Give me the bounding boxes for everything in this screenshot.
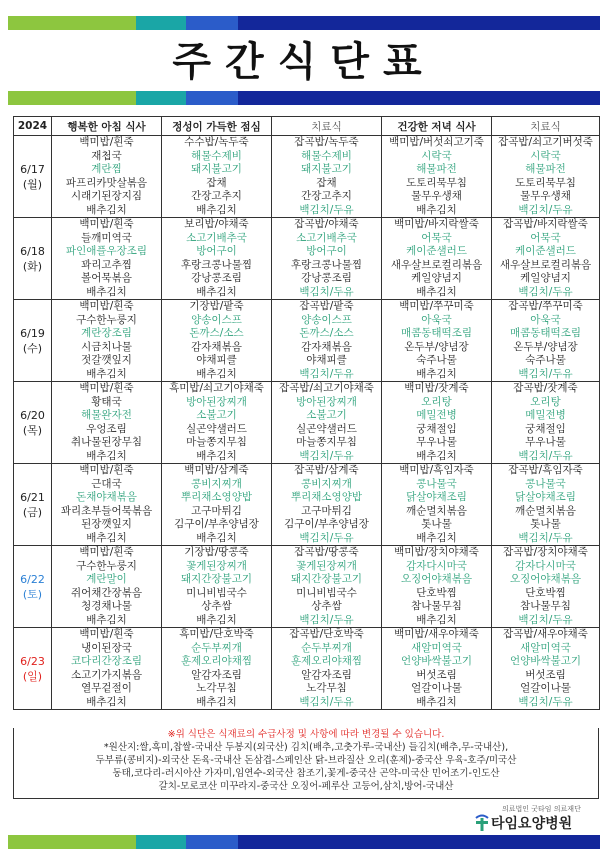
day-row — [14, 382, 600, 464]
menu-item: 배추김치 — [86, 285, 127, 298]
menu-item: 매콤동태떡조림 — [509, 327, 581, 339]
menu-item: 배추김치 — [86, 449, 127, 462]
menu-item: 간장고추지 — [301, 190, 352, 202]
menu-item: 잡곡밥/잣계죽 — [513, 382, 578, 394]
origin-line-3: 동태,코다리-러시아산 가자미,임연수-외국산 참조기,꽃게-중국산 곤약-미국산 민어조기-인도산 — [112, 768, 500, 779]
menu-item: 백미밥/새우야채죽 — [394, 628, 479, 640]
lunch-diet-cell — [272, 464, 382, 546]
menu-item: 훈제오리야채찜 — [180, 655, 252, 667]
hospital-logo — [474, 804, 604, 834]
dinner-diet-cell — [492, 628, 600, 710]
origin-line-4: 갈치-모로코산 미꾸라지-중국산 오징어-페루산 고등어,삼치,방어-국내산 — [158, 781, 454, 792]
menu-item: 수수밥/녹두죽 — [184, 136, 249, 148]
menu-item: 콩비지찌개 — [191, 477, 242, 490]
menu-item: 해물파전 — [416, 163, 457, 175]
menu-item: 백김치/두유 — [518, 367, 573, 380]
menu-item: 백미밥/장치야채죽 — [394, 546, 479, 558]
menu-item: 단호박찜 — [525, 586, 566, 599]
menu-item: 백미밥/흑임자죽 — [399, 464, 474, 476]
menu-item: 백김치/두유 — [299, 285, 354, 298]
change-warning: ※위 식단은 식재료의 수급사정 및 사항에 따라 변경될 수 있습니다. — [167, 729, 445, 740]
menu-item: 김구이/부추양념장 — [174, 518, 259, 530]
menu-item: 돼지간장불고기 — [290, 573, 362, 585]
menu-item: 오징어야채볶음 — [400, 573, 472, 585]
breakfast-cell — [52, 382, 162, 464]
menu-item: 배추김치 — [196, 203, 237, 216]
menu-item: 마늘쫑지무침 — [186, 436, 247, 448]
menu-item: 꽃게된장찌개 — [186, 559, 247, 572]
menu-item: 얼갈이나물 — [520, 682, 571, 694]
breakfast-header: 행복한 아침 식사 — [52, 117, 162, 136]
dinner-diet-cell — [492, 464, 600, 546]
menu-item: 백미밥/흰죽 — [79, 464, 134, 476]
menu-item: 후랑크콩나물찜 — [180, 258, 252, 271]
menu-item: 우엉조림 — [86, 422, 127, 435]
day-cell — [14, 300, 52, 382]
menu-item: 도토리묵무침 — [515, 176, 576, 189]
menu-item: 백미밥/바지락쌀죽 — [394, 218, 479, 230]
day-cell — [14, 136, 52, 218]
menu-item: 흑미밥/단호박죽 — [179, 628, 254, 640]
day-row — [14, 546, 600, 628]
menu-item: 어묵국 — [530, 231, 561, 244]
menu-item: 잡채 — [206, 176, 227, 189]
lunch-cell — [162, 628, 272, 710]
lunch-cell — [162, 136, 272, 218]
menu-item: 고구마튀김 — [191, 504, 242, 517]
menu-item: 잡곡밥/쇠고기야채죽 — [279, 382, 374, 394]
menu-item: 감자채볶음 — [301, 340, 352, 353]
dinner-cell — [382, 218, 492, 300]
dinner-diet-cell — [492, 136, 600, 218]
menu-item: 배추김치 — [196, 449, 237, 462]
menu-item: 구수한누룽지 — [76, 559, 137, 572]
menu-item: 새알미역국 — [520, 641, 571, 654]
day-date: 6/22 — [20, 572, 45, 586]
breakfast-cell — [52, 218, 162, 300]
dinner-cell — [382, 546, 492, 628]
menu-item: 배추김치 — [86, 367, 127, 380]
menu-item: 잡곡밥/팥죽 — [299, 300, 354, 312]
day-of-week: (토) — [22, 587, 43, 601]
menu-item: 돼지간장불고기 — [180, 573, 252, 585]
menu-item: 실곤약샐러드 — [186, 422, 247, 435]
menu-item: 재첩국 — [91, 149, 122, 162]
menu-item: 훈제오리야채찜 — [290, 655, 362, 667]
menu-item: 잡곡밥/야채죽 — [294, 218, 359, 230]
menu-item: 잡곡밥/녹두죽 — [294, 136, 359, 148]
day-of-week: (일) — [22, 669, 43, 683]
menu-item: 순두부찌개 — [191, 641, 242, 654]
menu-item: 소고기배추국 — [186, 231, 247, 244]
menu-item: 소불고기 — [306, 409, 347, 421]
breakfast-cell — [52, 464, 162, 546]
dinner-diet-header: 치료식 — [492, 117, 600, 136]
menu-item: 새우살브로컬리볶음 — [499, 258, 592, 271]
menu-item: 방아된장찌개 — [296, 395, 357, 408]
menu-item: 김구이/부추양념장 — [284, 518, 369, 530]
menu-item: 미니비빔국수 — [296, 586, 357, 599]
menu-item: 꽈리고추찜 — [81, 258, 132, 271]
menu-item: 청경채나물 — [81, 600, 132, 612]
menu-item: 노각무침 — [306, 682, 347, 694]
dinner-diet-cell — [492, 218, 600, 300]
menu-item: 돼지불고기 — [191, 163, 242, 175]
menu-item: 들깨미역국 — [81, 231, 132, 244]
menu-item: 배추김치 — [86, 531, 127, 544]
logo-name: 타임요양병원 — [491, 816, 573, 832]
menu-item: 쥐어채간장볶음 — [70, 586, 142, 599]
menu-item: 배추김치 — [416, 531, 457, 544]
menu-item: 케일양념지 — [520, 272, 571, 284]
breakfast-cell — [52, 546, 162, 628]
menu-item: 닭살야채조림 — [406, 491, 467, 503]
menu-item: 노각무침 — [196, 682, 237, 694]
menu-item: 백미밥/흰죽 — [79, 382, 134, 394]
menu-item: 백김치/두유 — [299, 695, 354, 708]
menu-item: 순두부찌개 — [301, 641, 352, 654]
lunch-diet-cell — [272, 628, 382, 710]
menu-item: 콩나물국 — [525, 477, 566, 490]
day-date: 6/19 — [20, 326, 45, 340]
menu-item: 야채피클 — [196, 354, 237, 366]
menu-item: 참나물무침 — [411, 600, 462, 612]
menu-item: 잡곡밥/새우야채죽 — [503, 628, 588, 640]
dinner-cell — [382, 628, 492, 710]
menu-item: 백미밥/쭈꾸미죽 — [399, 300, 474, 312]
menu-item: 야채피클 — [306, 354, 347, 366]
menu-item: 실곤약샐러드 — [296, 422, 357, 435]
menu-item: 무우나물 — [416, 436, 457, 448]
menu-item: 콩비지찌개 — [301, 477, 352, 490]
menu-item: 고구마튀김 — [301, 504, 352, 517]
menu-item: 배추김치 — [196, 695, 237, 708]
menu-item: 해물완자전 — [81, 409, 132, 421]
day-of-week: (목) — [22, 423, 43, 437]
menu-item: 배추김치 — [416, 613, 457, 626]
day-cell — [14, 464, 52, 546]
lunch-cell — [162, 218, 272, 300]
menu-item: 백김치/두유 — [518, 285, 573, 298]
breakfast-cell — [52, 628, 162, 710]
menu-item: 방어구이 — [196, 245, 237, 257]
menu-item: 백김치/두유 — [518, 695, 573, 708]
menu-item: 도토리묵무침 — [406, 176, 467, 189]
menu-item: 잡곡밥/단호박죽 — [289, 628, 364, 640]
menu-item: 백미밥/흰죽 — [79, 136, 134, 148]
menu-item: 배추김치 — [86, 695, 127, 708]
cross-logo-icon — [474, 812, 490, 832]
day-of-week: (수) — [22, 341, 43, 355]
menu-item: 언양바싹불고기 — [509, 655, 581, 667]
lunch-diet-cell — [272, 546, 382, 628]
day-of-week: (금) — [22, 505, 43, 519]
menu-item: 참나물무침 — [520, 600, 571, 612]
menu-item: 열무겉절이 — [81, 682, 132, 694]
menu-item: 알감자조림 — [191, 668, 242, 681]
menu-item: 버섯조림 — [416, 668, 457, 681]
menu-item: 기장밥/팥죽 — [189, 300, 244, 312]
menu-item: 잡곡밥/장치야채죽 — [503, 546, 588, 558]
menu-item: 버섯조림 — [525, 668, 566, 681]
menu-item: 매콤동태떡조림 — [400, 327, 472, 339]
breakfast-cell — [52, 136, 162, 218]
lunch-header: 정성이 가득한 점심 — [162, 117, 272, 136]
menu-item: 된장깻잎지 — [81, 518, 132, 530]
menu-item: 새우살브로컬리볶음 — [390, 258, 483, 271]
menu-item: 깨순멸치볶음 — [406, 504, 467, 517]
menu-item: 돈까스/소스 — [299, 327, 354, 339]
lunch-diet-cell — [272, 382, 382, 464]
menu-item: 잡곡밥/땅콩죽 — [294, 546, 359, 558]
breakfast-cell — [52, 300, 162, 382]
day-date: 6/23 — [20, 654, 45, 668]
menu-item: 잡채 — [316, 176, 337, 189]
menu-item: 구수한누룽지 — [76, 313, 137, 326]
menu-item: 시래기된장지짐 — [70, 190, 142, 202]
day-date: 6/17 — [20, 162, 45, 176]
menu-item: 코다리간장조림 — [70, 655, 142, 667]
title-underline-bar — [8, 91, 600, 105]
menu-item: 백김치/두유 — [299, 203, 354, 216]
menu-item: 궁채절임 — [416, 422, 457, 435]
menu-item: 취나물된장무침 — [70, 436, 142, 448]
menu-item: 잡곡밥/바지락쌀죽 — [503, 218, 588, 230]
menu-item: 배추김치 — [196, 285, 237, 298]
menu-item: 케이준샐러드 — [515, 245, 576, 257]
menu-item: 근대국 — [91, 477, 122, 490]
menu-item: 계란말이 — [86, 573, 127, 585]
menu-item: 백김치/두유 — [518, 203, 573, 216]
menu-item: 보리밥/야채죽 — [184, 218, 249, 230]
menu-item: 깨순멸치볶음 — [515, 504, 576, 517]
top-color-bar — [8, 16, 600, 30]
menu-item: 잡곡밥/흑임자죽 — [508, 464, 583, 476]
logo-subtitle: 의료법인 굿타임 의료재단 — [502, 805, 581, 813]
day-cell — [14, 628, 52, 710]
menu-item: 배추김치 — [196, 367, 237, 380]
menu-item: 잡곡밥/삼계죽 — [294, 464, 359, 476]
menu-item: 배추김치 — [416, 285, 457, 298]
menu-item: 계란장조림 — [81, 327, 132, 339]
menu-item: 백김치/두유 — [299, 531, 354, 544]
menu-item: 오리탕 — [421, 395, 452, 408]
menu-item: 케이준샐러드 — [406, 245, 467, 257]
menu-item: 얼갈이나물 — [411, 682, 462, 694]
menu-item: 백미밥/흰죽 — [79, 218, 134, 230]
menu-item: 잡곡밥/쭈꾸미죽 — [508, 300, 583, 312]
lunch-cell — [162, 382, 272, 464]
day-cell — [14, 218, 52, 300]
menu-item: 돈채야채볶음 — [76, 491, 137, 503]
menu-item: 돼지불고기 — [301, 163, 352, 175]
lunch-diet-cell — [272, 136, 382, 218]
menu-item: 백미밥/삼계죽 — [184, 464, 249, 476]
weekly-menu-table — [13, 116, 600, 710]
menu-item: 콩나물국 — [416, 477, 457, 490]
menu-item: 황태국 — [91, 395, 122, 408]
menu-item: 소고기배추국 — [296, 231, 357, 244]
origin-line-1: *원산지:쌀,흑미,찹쌀-국내산 두봉지(외국산) 김치(배추,고춧가루-국내산) 들김치(배추,무-국내산), — [103, 742, 509, 753]
menu-item: 후랑크콩나물찜 — [290, 258, 362, 271]
menu-item: 톳나물 — [421, 518, 452, 530]
menu-item: 뿌리채소영양밥 — [290, 491, 362, 503]
day-row — [14, 628, 600, 710]
notes-section — [13, 728, 599, 799]
lunch-cell — [162, 464, 272, 546]
menu-item: 꽈리초부들어묵볶음 — [60, 504, 153, 517]
menu-item: 백미밥/흰죽 — [79, 546, 134, 558]
menu-item: 흑미밥/쇠고기야채죽 — [169, 382, 264, 394]
menu-item: 방아된장찌개 — [186, 395, 247, 408]
menu-item: 백미밥/흰죽 — [79, 300, 134, 312]
menu-item: 온두부/양념장 — [513, 340, 578, 353]
lunch-cell — [162, 300, 272, 382]
origin-line-2: 두부류(콩비지)-외국산 돈육-국내산 돈삼겹-스페인산 닭-브라질산 오리(훈제)-중국산 우육-호주/미국산 — [95, 755, 517, 766]
menu-item: 배추김치 — [416, 203, 457, 216]
menu-item: 물무우생채 — [520, 190, 571, 202]
menu-item: 소불고기 — [196, 409, 237, 421]
day-row — [14, 218, 600, 300]
menu-item: 언양바싹불고기 — [400, 655, 472, 667]
menu-item: 물무우생채 — [411, 190, 462, 202]
menu-item: 꽃게된장찌개 — [296, 559, 357, 572]
menu-item: 아욱국 — [530, 313, 561, 326]
menu-item: 배추김치 — [86, 613, 127, 626]
menu-item: 백김치/두유 — [299, 449, 354, 462]
dinner-header: 건강한 저녁 식사 — [382, 117, 492, 136]
menu-item: 계란찜 — [91, 163, 122, 175]
menu-item: 백김치/두유 — [518, 613, 573, 626]
bottom-color-bar — [8, 835, 600, 849]
menu-item: 백김치/두유 — [299, 367, 354, 380]
day-row — [14, 300, 600, 382]
lunch-diet-cell — [272, 300, 382, 382]
menu-item: 톳나물 — [530, 518, 561, 530]
dinner-diet-cell — [492, 300, 600, 382]
year-header: 2024 — [14, 117, 52, 136]
menu-item: 궁채절임 — [525, 422, 566, 435]
menu-item: 시락국 — [530, 149, 561, 162]
menu-item: 볼어묵볶음 — [81, 272, 132, 284]
menu-item: 해물수제비 — [191, 149, 242, 162]
menu-item: 강낭콩조림 — [301, 272, 352, 284]
dinner-cell — [382, 300, 492, 382]
menu-item: 어묵국 — [421, 231, 452, 244]
lunch-cell — [162, 546, 272, 628]
dinner-diet-cell — [492, 546, 600, 628]
menu-item: 오리탕 — [530, 395, 561, 408]
day-date: 6/18 — [20, 244, 45, 258]
menu-item: 감자다시마국 — [406, 559, 467, 572]
menu-item: 숙주나물 — [525, 354, 566, 366]
menu-item: 양송이스프 — [301, 313, 352, 326]
menu-item: 배추김치 — [196, 531, 237, 544]
menu-item: 백김치/두유 — [518, 449, 573, 462]
day-row — [14, 464, 600, 546]
menu-item: 젓갈깻잎지 — [81, 354, 132, 366]
menu-item: 배추김치 — [416, 695, 457, 708]
lunch-diet-cell — [272, 218, 382, 300]
menu-item: 백김치/두유 — [299, 613, 354, 626]
dinner-cell — [382, 464, 492, 546]
menu-item: 감자채볶음 — [191, 340, 242, 353]
menu-item: 뿌리채소영양밥 — [180, 491, 252, 503]
menu-item: 메밀전병 — [416, 409, 457, 421]
menu-item: 기장밥/땅콩죽 — [184, 546, 249, 558]
menu-item: 백김치/두유 — [518, 531, 573, 544]
menu-item: 소고기가지볶음 — [70, 668, 142, 681]
menu-item: 배추김치 — [416, 367, 457, 380]
day-of-week: (화) — [22, 259, 43, 273]
menu-item: 닭살야채조림 — [515, 491, 576, 503]
menu-item: 강낭콩조림 — [191, 272, 242, 284]
menu-item: 해물파전 — [525, 163, 566, 175]
day-of-week: (월) — [22, 177, 43, 191]
menu-item: 알감자조림 — [301, 668, 352, 681]
page-title: 주간식단표 — [172, 39, 436, 85]
menu-item: 시락국 — [421, 149, 452, 162]
menu-item: 마늘쫑지무침 — [296, 436, 357, 448]
menu-item: 온두부/양념장 — [404, 340, 469, 353]
menu-item: 간장고추지 — [191, 190, 242, 202]
table-header-row — [14, 117, 600, 136]
menu-item: 메밀전병 — [525, 409, 566, 421]
menu-item: 시금치나물 — [81, 340, 132, 353]
menu-item: 배추김치 — [416, 449, 457, 462]
menu-item: 숙주나물 — [416, 354, 457, 366]
menu-item: 방어구이 — [306, 245, 347, 257]
menu-item: 새알미역국 — [411, 641, 462, 654]
menu-item: 배추김치 — [86, 203, 127, 216]
menu-item: 케일양념지 — [411, 272, 462, 284]
dinner-cell — [382, 382, 492, 464]
menu-item: 단호박찜 — [416, 586, 457, 599]
menu-item: 해물수제비 — [301, 149, 352, 162]
day-cell — [14, 546, 52, 628]
day-cell — [14, 382, 52, 464]
dinner-diet-cell — [492, 382, 600, 464]
menu-item: 미니비빔국수 — [186, 586, 247, 599]
menu-item: 잡곡밥/쇠고기버섯죽 — [498, 136, 593, 148]
menu-item: 배추김치 — [196, 613, 237, 626]
menu-item: 파인애플우장조림 — [65, 245, 148, 257]
menu-item: 상추쌈 — [201, 600, 232, 612]
menu-item: 백미밥/잣계죽 — [404, 382, 469, 394]
dinner-cell — [382, 136, 492, 218]
menu-item: 상추쌈 — [311, 600, 342, 612]
menu-item: 양송이스프 — [191, 313, 242, 326]
menu-item: 돈까스/소스 — [189, 327, 244, 339]
menu-item: 백미밥/버섯쇠고기죽 — [389, 136, 484, 148]
menu-item: 아욱국 — [421, 313, 452, 326]
menu-item: 백미밥/흰죽 — [79, 628, 134, 640]
menu-item: 감자다시마국 — [515, 559, 576, 572]
menu-item: 냉이된장국 — [81, 641, 132, 654]
menu-item: 오징어야채볶음 — [509, 573, 581, 585]
day-date: 6/20 — [20, 408, 45, 422]
day-row — [14, 136, 600, 218]
day-date: 6/21 — [20, 490, 45, 504]
menu-item: 파프리카맛살볶음 — [65, 176, 148, 189]
lunch-diet-header: 치료식 — [272, 117, 382, 136]
menu-item: 무우나물 — [525, 436, 566, 448]
